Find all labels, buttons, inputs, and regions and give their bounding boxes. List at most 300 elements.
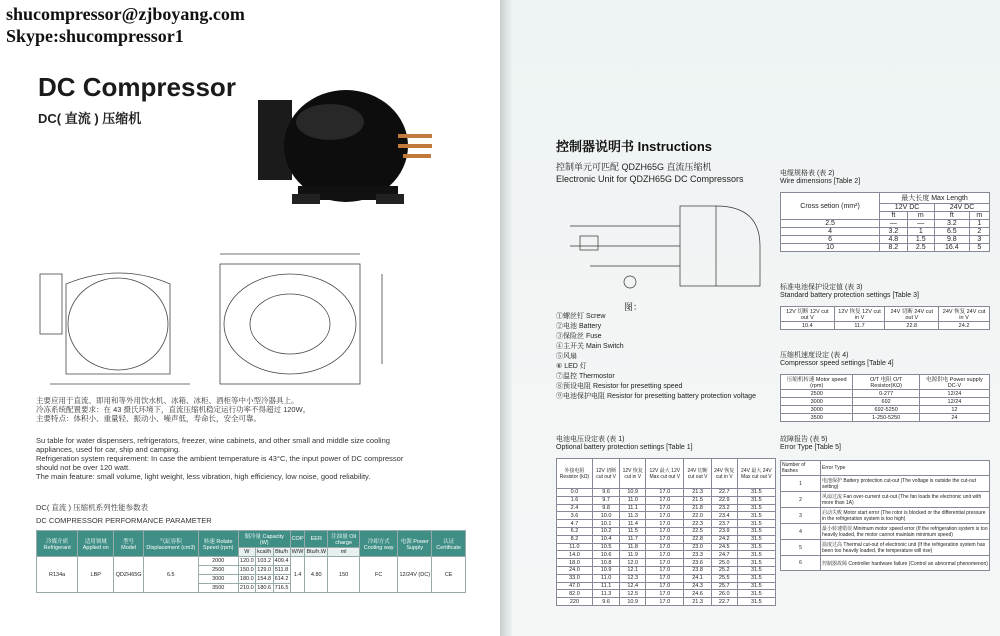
- cell: 10.0: [592, 512, 619, 520]
- cell: 12.3: [620, 574, 646, 582]
- th: ft: [880, 212, 907, 220]
- th-applied: 适用领域 Applied on: [78, 531, 114, 557]
- cell: 11.9: [620, 551, 646, 559]
- th-oil: 注油量 Oil charge: [328, 531, 360, 548]
- cell: 2.5: [907, 244, 934, 252]
- cell: 2.5: [781, 220, 880, 228]
- cell: 22.3: [684, 520, 711, 528]
- table-row: [781, 556, 990, 571]
- th: 外接电阻 Resistor (kΩ): [557, 459, 593, 489]
- th: 12V 恢复 cut in V: [620, 459, 646, 489]
- th-model: 型号 Model: [114, 531, 144, 557]
- cell: 1.4: [290, 557, 305, 593]
- cell: 9.7: [592, 496, 619, 504]
- cell: 31.5: [737, 566, 775, 574]
- dimension-drawing: [30, 244, 470, 394]
- cell: 温度过高 Thermal cut-out of electronic unit (If the refrigeration system has been too heavily loaded, the temperature will rise): [821, 540, 990, 556]
- legend-item: ⑧预设电阻 Resistor for presetting speed: [556, 383, 683, 390]
- cell: 4: [781, 228, 880, 236]
- cell: 2500: [781, 390, 853, 398]
- cell: 3500: [781, 414, 853, 422]
- cell: 5: [781, 540, 821, 556]
- th-refrigerant: 冷媒介质 Refrigerant: [37, 531, 78, 557]
- cell: 1: [969, 220, 989, 228]
- cell: 24.2: [711, 535, 737, 543]
- perf-title-cn: DC( 直流 ) 压缩机系列性能参数表: [36, 503, 149, 512]
- cell: 33.0: [557, 574, 593, 582]
- table-row: [557, 512, 776, 520]
- cell: 25.0: [711, 559, 737, 567]
- cell: 11.0: [620, 496, 646, 504]
- cell: 11.3: [592, 590, 619, 598]
- th: 24V 恢复 24V cut in V: [939, 307, 990, 322]
- table-row: [557, 566, 776, 574]
- cell: 23.3: [684, 551, 711, 559]
- cell: 25.5: [711, 574, 737, 582]
- cell: 31.5: [737, 551, 775, 559]
- cell: 692: [853, 398, 919, 406]
- cell: 17.0: [646, 520, 684, 528]
- instructions-subtitle-cn: 控制单元可匹配 QDZH65G 直流压缩机: [556, 162, 712, 172]
- cell: 10.6: [592, 551, 619, 559]
- wire-table: [780, 192, 990, 252]
- cell: 3.6: [557, 512, 593, 520]
- cell: 12/24: [919, 398, 989, 406]
- cell: 47.0: [557, 582, 593, 590]
- table1-title-cn: 电池电压设定表 (表 1): [556, 436, 625, 443]
- cell: 120.0: [239, 558, 254, 564]
- table3-title-cn: 标准电池保护设定值 (表 3): [780, 284, 863, 291]
- table-row: [781, 322, 990, 330]
- th: 24V 切断 24V cut out V: [885, 307, 939, 322]
- cell: 2: [969, 228, 989, 236]
- cell: 启动失败 Motor start error (The rotor is blocked or the differential pressure in the refrigeration system is too high): [821, 508, 990, 524]
- cell: 82.0: [557, 590, 593, 598]
- cell: 21.5: [684, 496, 711, 504]
- cell: 17.0: [646, 543, 684, 551]
- th: 压缩机转速 Motor speed (rpm): [781, 375, 853, 390]
- battery-protection-table: [780, 306, 990, 330]
- table-row: [557, 559, 776, 567]
- cell: 22.9: [711, 496, 737, 504]
- table-row: [557, 489, 776, 497]
- cell: 10.9: [620, 489, 646, 497]
- cell: 电池保护 Battery protection cut-out (The voltage is outside the cut-out setting): [821, 476, 990, 492]
- cell: 154.8: [257, 576, 272, 582]
- cell: 17.0: [646, 496, 684, 504]
- cell: 18.0: [557, 559, 593, 567]
- description-cn-line: 主要应用于直流、即用和等外用饮水机、冰箱、冰柜、酒柜等中小型冷器具上。: [36, 396, 299, 405]
- table-row: [557, 543, 776, 551]
- cell: 24.3: [684, 582, 711, 590]
- cell: 614.2: [274, 576, 289, 582]
- table1-title-en: Optional battery protection settings [Table 1]: [556, 444, 693, 451]
- table-row: [781, 244, 990, 252]
- perf-title-en: DC COMPRESSOR PERFORMANCE PARAMETER: [36, 516, 212, 525]
- th: 12V 恢复 12V cut in V: [834, 307, 885, 322]
- legend-item: ⑤风扇: [556, 353, 577, 360]
- th-displacement: 气缸容积 Displacement (cm3): [143, 531, 198, 557]
- cell: 12.0: [620, 559, 646, 567]
- cell: 风扇过流 Fan over-current cut-out (The fan loads the electronic unit with more than 1A): [821, 492, 990, 508]
- cell: 11.1: [592, 582, 619, 590]
- th: 12V 切断 cut out V: [592, 459, 619, 489]
- cell: 6.5: [143, 557, 198, 593]
- page-title: DC Compressor: [38, 72, 236, 102]
- cell: 31.5: [737, 574, 775, 582]
- th: Error Type: [821, 461, 990, 476]
- cell: 3.2: [935, 220, 970, 228]
- cell: 409.4: [274, 558, 289, 564]
- cell: 31.5: [737, 559, 775, 567]
- cell: 31.5: [737, 598, 775, 606]
- table-row: [557, 582, 776, 590]
- th: 12V 最大 12V Max cut out V: [646, 459, 684, 489]
- cell: 21.3: [684, 598, 711, 606]
- cell: 11.5: [620, 527, 646, 535]
- cell: 24.1: [684, 574, 711, 582]
- description-cn-line: 主要特点：体积小、重量轻、振动小、噪声低，寿命长，安全可靠。: [36, 414, 261, 423]
- error-table: [780, 460, 990, 571]
- th: 最大长度 Max Length: [880, 193, 990, 204]
- cell: 2: [781, 492, 821, 508]
- legend-item: ⑨电池保护电阻 Resistor for presetting battery protection voltage: [556, 393, 756, 400]
- th: 12V DC: [880, 204, 935, 212]
- cell: 17.0: [646, 489, 684, 497]
- battery-settings-table: [556, 458, 776, 606]
- figure-label: 图：: [624, 302, 643, 312]
- cell: 9.6: [592, 598, 619, 606]
- cell: 11.7: [620, 535, 646, 543]
- cell: 23.8: [684, 566, 711, 574]
- cell: 17.0: [646, 504, 684, 512]
- cell: 103.2: [257, 558, 272, 564]
- legend-item: ④主开关 Main Switch: [556, 343, 624, 350]
- cell: 3: [781, 508, 821, 524]
- table-row: [781, 476, 990, 492]
- performance-table: [36, 530, 466, 593]
- table4-title-en: Compressor speed settings [Table 4]: [780, 360, 894, 367]
- table5-title-cn: 故障报告 (表 5): [780, 436, 828, 443]
- cell: 24.5: [711, 543, 737, 551]
- cell: 3: [969, 236, 989, 244]
- table-row: [557, 527, 776, 535]
- cell: 11.4: [620, 520, 646, 528]
- table-row: [557, 574, 776, 582]
- table2-title-en: Wire dimensions [Table 2]: [780, 178, 861, 185]
- table-row: [557, 590, 776, 598]
- th: m: [969, 212, 989, 220]
- th: 电源供电 Power supply DC-V: [919, 375, 989, 390]
- th: 12V 切断 12V cut out V: [781, 307, 835, 322]
- cell: 10.9: [620, 598, 646, 606]
- cell: 220: [557, 598, 593, 606]
- cell: 24: [919, 414, 989, 422]
- th-unit: W/W: [291, 549, 304, 555]
- th: 24V DC: [935, 204, 990, 212]
- page-gutter: [500, 0, 512, 636]
- cell: 22.5: [684, 527, 711, 535]
- speed-table: [780, 374, 990, 422]
- legend-item: ①螺丝钉 Screw: [556, 313, 606, 320]
- cell: 10.5: [592, 543, 619, 551]
- cell: 31.5: [737, 520, 775, 528]
- cell: 31.5: [737, 489, 775, 497]
- cell: 14.0: [557, 551, 593, 559]
- cell: 26.0: [711, 590, 737, 598]
- th: m: [907, 212, 934, 220]
- cell: 11.8: [620, 543, 646, 551]
- contact-email: shucompressor@zjboyang.com: [6, 4, 245, 24]
- th-unit: kcal/h: [256, 549, 272, 555]
- instructions-subtitle-en: Electronic Unit for QDZH65G DC Compressors: [556, 174, 744, 184]
- cell: 24.0: [557, 566, 593, 574]
- cell: 31.5: [737, 582, 775, 590]
- cell: 10.8: [592, 559, 619, 567]
- cell: CE: [432, 557, 466, 593]
- cell: 17.0: [646, 574, 684, 582]
- cell: 1.6: [557, 496, 593, 504]
- th: 24V 切断 cut out V: [684, 459, 711, 489]
- table5-title-en: Error Type [Table 5]: [780, 444, 841, 451]
- cell: 0.0: [557, 489, 593, 497]
- cell: 1.5: [907, 236, 934, 244]
- cell: 10.4: [781, 322, 835, 330]
- cell: 11.7: [834, 322, 885, 330]
- description-en-line: Su table for water dispensers, refrigerators, freezer, wine cabinets, and other small and middle size cooling: [36, 436, 390, 445]
- cell: 6: [781, 556, 821, 571]
- cell: 2.4: [557, 504, 593, 512]
- cell: 1-250-5250: [853, 414, 919, 422]
- cell: 12: [919, 406, 989, 414]
- cell: 24.6: [684, 590, 711, 598]
- table-row: [557, 520, 776, 528]
- table-row: [781, 220, 990, 228]
- cell: 716.5: [274, 585, 289, 591]
- cell: 22.7: [711, 489, 737, 497]
- cell: 11.1: [620, 504, 646, 512]
- cell: 11.0: [592, 574, 619, 582]
- cell: 12.4: [620, 582, 646, 590]
- cell: 180.0: [239, 576, 254, 582]
- cell: 6: [781, 236, 880, 244]
- table-row: [781, 390, 990, 398]
- cell: 17.0: [646, 535, 684, 543]
- wiring-diagram: [560, 186, 770, 301]
- th: 24V 最大 24V Max cut out V: [737, 459, 775, 489]
- cell: 12.5: [620, 590, 646, 598]
- th: Cross setion (mm²): [781, 193, 880, 220]
- table-row: [781, 524, 990, 540]
- table-row: [781, 508, 990, 524]
- cell: 3500: [198, 584, 238, 593]
- legend-item: ⑥ LED 灯: [556, 363, 587, 370]
- cell: 22.8: [684, 535, 711, 543]
- th-unit: Btu/h: [273, 548, 290, 557]
- th: 24V 恢复 cut in V: [711, 459, 737, 489]
- cell: 8.2: [557, 535, 593, 543]
- cell: 3000: [781, 398, 853, 406]
- th: ft: [935, 212, 970, 220]
- cell: 10: [781, 244, 880, 252]
- cell: 1: [781, 476, 821, 492]
- cell: 31.5: [737, 496, 775, 504]
- table-row: [781, 228, 990, 236]
- cell: 17.0: [646, 590, 684, 598]
- cell: 23.2: [711, 504, 737, 512]
- description-en: [36, 436, 476, 481]
- cell: 21.3: [684, 489, 711, 497]
- cell: 31.5: [737, 504, 775, 512]
- cell: 31.5: [737, 590, 775, 598]
- cell: 31.5: [737, 543, 775, 551]
- th-eer: EER: [305, 531, 328, 548]
- cell: 1: [907, 228, 934, 236]
- table-row: [557, 551, 776, 559]
- cell: 210.0: [239, 585, 254, 591]
- table-row: [557, 496, 776, 504]
- cell: 150: [328, 557, 360, 593]
- cell: 4.80: [305, 557, 328, 593]
- cell: 5: [969, 244, 989, 252]
- th-speed: 转速 Rotate Speed (rpm): [198, 531, 238, 557]
- diagram-legend: [556, 312, 756, 402]
- table-row: [557, 598, 776, 606]
- th-certificate: 认证 Certificate: [432, 531, 466, 557]
- cell: 23.0: [684, 543, 711, 551]
- cell: 11.0: [557, 543, 593, 551]
- cell: 17.0: [646, 527, 684, 535]
- description-cn: [36, 396, 476, 423]
- cell: 22.7: [711, 598, 737, 606]
- table-row: [557, 504, 776, 512]
- cell: 10.4: [592, 535, 619, 543]
- cell: 12/24: [919, 390, 989, 398]
- cell: 8.2: [880, 244, 907, 252]
- cell: 31.5: [737, 535, 775, 543]
- cell: FC: [360, 557, 398, 593]
- cell: 31.5: [737, 512, 775, 520]
- cell: 23.6: [684, 559, 711, 567]
- cell: 11.3: [620, 512, 646, 520]
- cell: 22.8: [885, 322, 939, 330]
- table-row: [37, 557, 466, 566]
- cell: 2000: [198, 557, 238, 566]
- table-row: [781, 406, 990, 414]
- cell: 3000: [198, 575, 238, 584]
- cell: 150.0: [239, 567, 254, 573]
- cell: 3.2: [880, 228, 907, 236]
- cell: 4.8: [880, 236, 907, 244]
- cell: 23.9: [711, 527, 737, 535]
- description-en-line: appliances, used for car, ship and camping.: [36, 445, 181, 454]
- table-row: [781, 492, 990, 508]
- cell: —: [907, 220, 934, 228]
- table-row: [781, 236, 990, 244]
- cell: 2500: [198, 566, 238, 575]
- description-cn-line: 冷冻系统配置要求：在 43 摄氏环境下，直流压缩机稳定运行功率不得超过 120W。: [36, 405, 311, 414]
- cell: 17.0: [646, 559, 684, 567]
- cell: 25.2: [711, 566, 737, 574]
- cell: 16.4: [935, 244, 970, 252]
- cell: LBP: [78, 557, 114, 593]
- table-row: [557, 535, 776, 543]
- cell: 23.4: [711, 512, 737, 520]
- cell: 180.6: [257, 585, 272, 591]
- cell: 692-5250: [853, 406, 919, 414]
- cell: 17.0: [646, 566, 684, 574]
- cell: 129.0: [257, 567, 272, 573]
- cell: 9.8: [935, 236, 970, 244]
- compressor-photo: [258, 76, 438, 216]
- cell: 10.2: [592, 527, 619, 535]
- th-unit: W: [238, 548, 255, 557]
- cell: 4.7: [557, 520, 593, 528]
- cell: 9.6: [592, 489, 619, 497]
- th-cop: COP: [290, 531, 305, 548]
- cell: 12.1: [620, 566, 646, 574]
- cell: —: [880, 220, 907, 228]
- th: O/T 电阻 O/T Resistor(KΩ): [853, 375, 919, 390]
- cell: 9.8: [592, 504, 619, 512]
- cell: 21.8: [684, 504, 711, 512]
- table2-title-cn: 电缆规格表 (表 2): [780, 170, 835, 177]
- cell: 3000: [781, 406, 853, 414]
- cell: 24.2: [939, 322, 990, 330]
- th-unit: ml: [328, 548, 360, 557]
- th: Number of flashes: [781, 461, 821, 476]
- instructions-title: 控制器说明书 Instructions: [556, 139, 713, 154]
- th-cooling: 冷却方式 Cooling way: [360, 531, 398, 557]
- cell: 17.0: [646, 551, 684, 559]
- description-en-line: should not be over 120 watt.: [36, 463, 131, 472]
- cell: 17.0: [646, 582, 684, 590]
- description-en-line: The main feature: small volume, light weight, less vibration, high efficiency, low noise, good reliability.: [36, 472, 371, 481]
- th-capacity: 制冷量 Capacity (W): [238, 531, 290, 548]
- cell: 10.1: [592, 520, 619, 528]
- table4-title-cn: 压缩机速度设定 (表 4): [780, 352, 849, 359]
- cell: 12/24V (DC): [398, 557, 432, 593]
- cell: 0-277: [853, 390, 919, 398]
- legend-item: ③保险丝 Fuse: [556, 333, 602, 340]
- legend-item: ②电池 Battery: [556, 323, 602, 330]
- cell: 10.9: [592, 566, 619, 574]
- table-row: [781, 414, 990, 422]
- table3-title-en: Standard battery protection settings [Table 3]: [780, 292, 919, 299]
- table-row: [781, 540, 990, 556]
- cell: 4: [781, 524, 821, 540]
- cell: 17.0: [646, 598, 684, 606]
- table-row: [781, 398, 990, 406]
- page-title-cn: DC( 直流 ) 压缩机: [38, 111, 142, 126]
- legend-item: ⑦温控 Thermostor: [556, 373, 615, 380]
- th-unit: Btu/h.W: [306, 549, 327, 555]
- description-en-line: Refrigeration system requirement: In case the ambient temperature is 43°C, the input power of DC compressor: [36, 454, 404, 463]
- contact-skype: Skype:shucompressor1: [6, 26, 184, 46]
- cell: 6.2: [557, 527, 593, 535]
- cell: 24.7: [711, 551, 737, 559]
- cell: 511.8: [274, 567, 289, 573]
- cell: 17.0: [646, 512, 684, 520]
- cell: 25.7: [711, 582, 737, 590]
- cell: 31.5: [737, 527, 775, 535]
- cell: 控制器故障 Controller hardware failure (Control an abnormal phenomenon): [821, 556, 990, 571]
- cell: 23.7: [711, 520, 737, 528]
- cell: QDZH65G: [114, 557, 144, 593]
- cell: 22.0: [684, 512, 711, 520]
- cell: R134a: [37, 557, 78, 593]
- th-power: 电源 Power Supply: [398, 531, 432, 557]
